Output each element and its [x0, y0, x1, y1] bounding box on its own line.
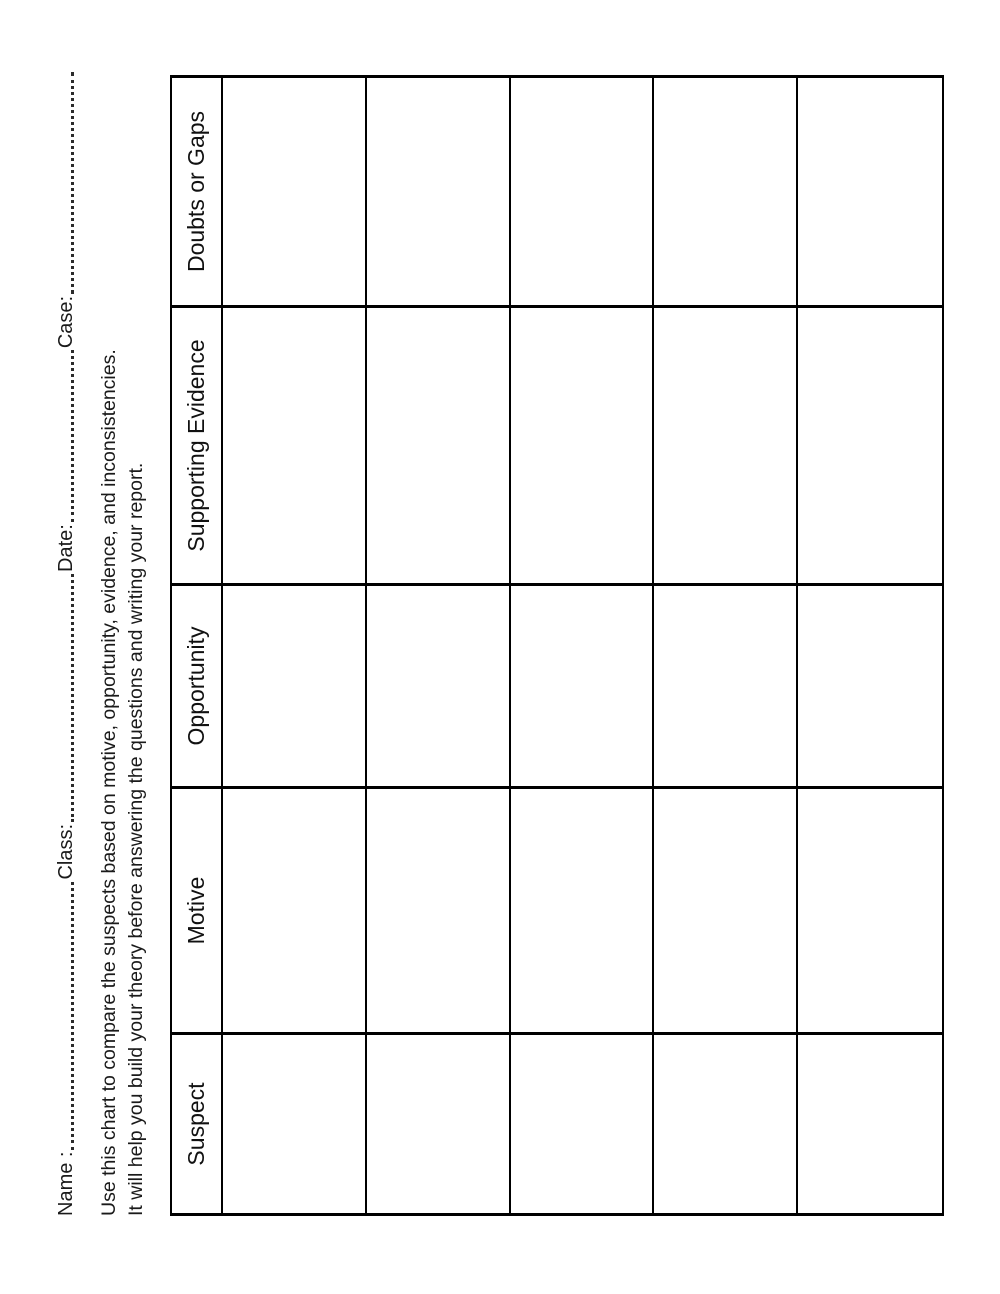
table-cell-r5-motive[interactable] [798, 786, 942, 1032]
table-cell-r2-motive[interactable] [367, 786, 511, 1032]
table-cell-r5-doubts-or-gaps[interactable] [798, 78, 942, 305]
table-cell-r4-suspect[interactable] [654, 1032, 798, 1213]
table-cell-r2-opportunity[interactable] [367, 583, 511, 786]
instructions-line-1: Use this chart to compare the suspects based on motive, opportunity, evidence, and inconsistencies. [98, 349, 120, 1216]
table-cell-r3-opportunity[interactable] [511, 583, 655, 786]
table-cell-r4-supporting-evidence[interactable] [654, 305, 798, 583]
table-cell-r2-supporting-evidence[interactable] [367, 305, 511, 583]
column-header-motive: Motive [172, 786, 223, 1032]
suspect-comparison-table [170, 75, 944, 1216]
column-header-opportunity: Opportunity [172, 583, 223, 786]
table-cell-r5-suspect[interactable] [798, 1032, 942, 1213]
table-cell-r4-doubts-or-gaps[interactable] [654, 78, 798, 305]
table-cell-r3-supporting-evidence[interactable] [511, 305, 655, 583]
name-blank-line[interactable] [71, 882, 74, 1150]
column-header-supporting-evidence: Supporting Evidence [172, 305, 223, 583]
instructions [96, 349, 150, 1216]
name-label: Name : [55, 1151, 77, 1216]
class-label: Class: [55, 823, 77, 880]
case-label: Case: [55, 295, 77, 349]
table-cell-r2-doubts-or-gaps[interactable] [367, 78, 511, 305]
column-header-doubts-or-gaps: Doubts or Gaps [172, 78, 223, 305]
column-header-suspect: Suspect [172, 1032, 223, 1213]
case-blank-line[interactable] [71, 72, 74, 294]
header-fields [54, 59, 78, 1216]
table-cell-r2-suspect[interactable] [367, 1032, 511, 1213]
table-cell-r4-motive[interactable] [654, 786, 798, 1032]
table-cell-r4-opportunity[interactable] [654, 583, 798, 786]
table-cell-r3-suspect[interactable] [511, 1032, 655, 1213]
date-blank-line[interactable] [71, 350, 74, 522]
table-cell-r3-motive[interactable] [511, 786, 655, 1032]
table-cell-r1-doubts-or-gaps[interactable] [223, 78, 367, 305]
table-cell-r1-motive[interactable] [223, 786, 367, 1032]
table-cell-r1-opportunity[interactable] [223, 583, 367, 786]
table-cell-r1-suspect[interactable] [223, 1032, 367, 1213]
table-cell-r1-supporting-evidence[interactable] [223, 305, 367, 583]
instructions-line-2: It will help you build your theory before answering the questions and writing your report. [125, 462, 147, 1216]
table-cell-r3-doubts-or-gaps[interactable] [511, 78, 655, 305]
table-cell-r5-supporting-evidence[interactable] [798, 305, 942, 583]
date-label: Date: [55, 524, 77, 572]
class-blank-line[interactable] [71, 574, 74, 822]
table-cell-r5-opportunity[interactable] [798, 583, 942, 786]
